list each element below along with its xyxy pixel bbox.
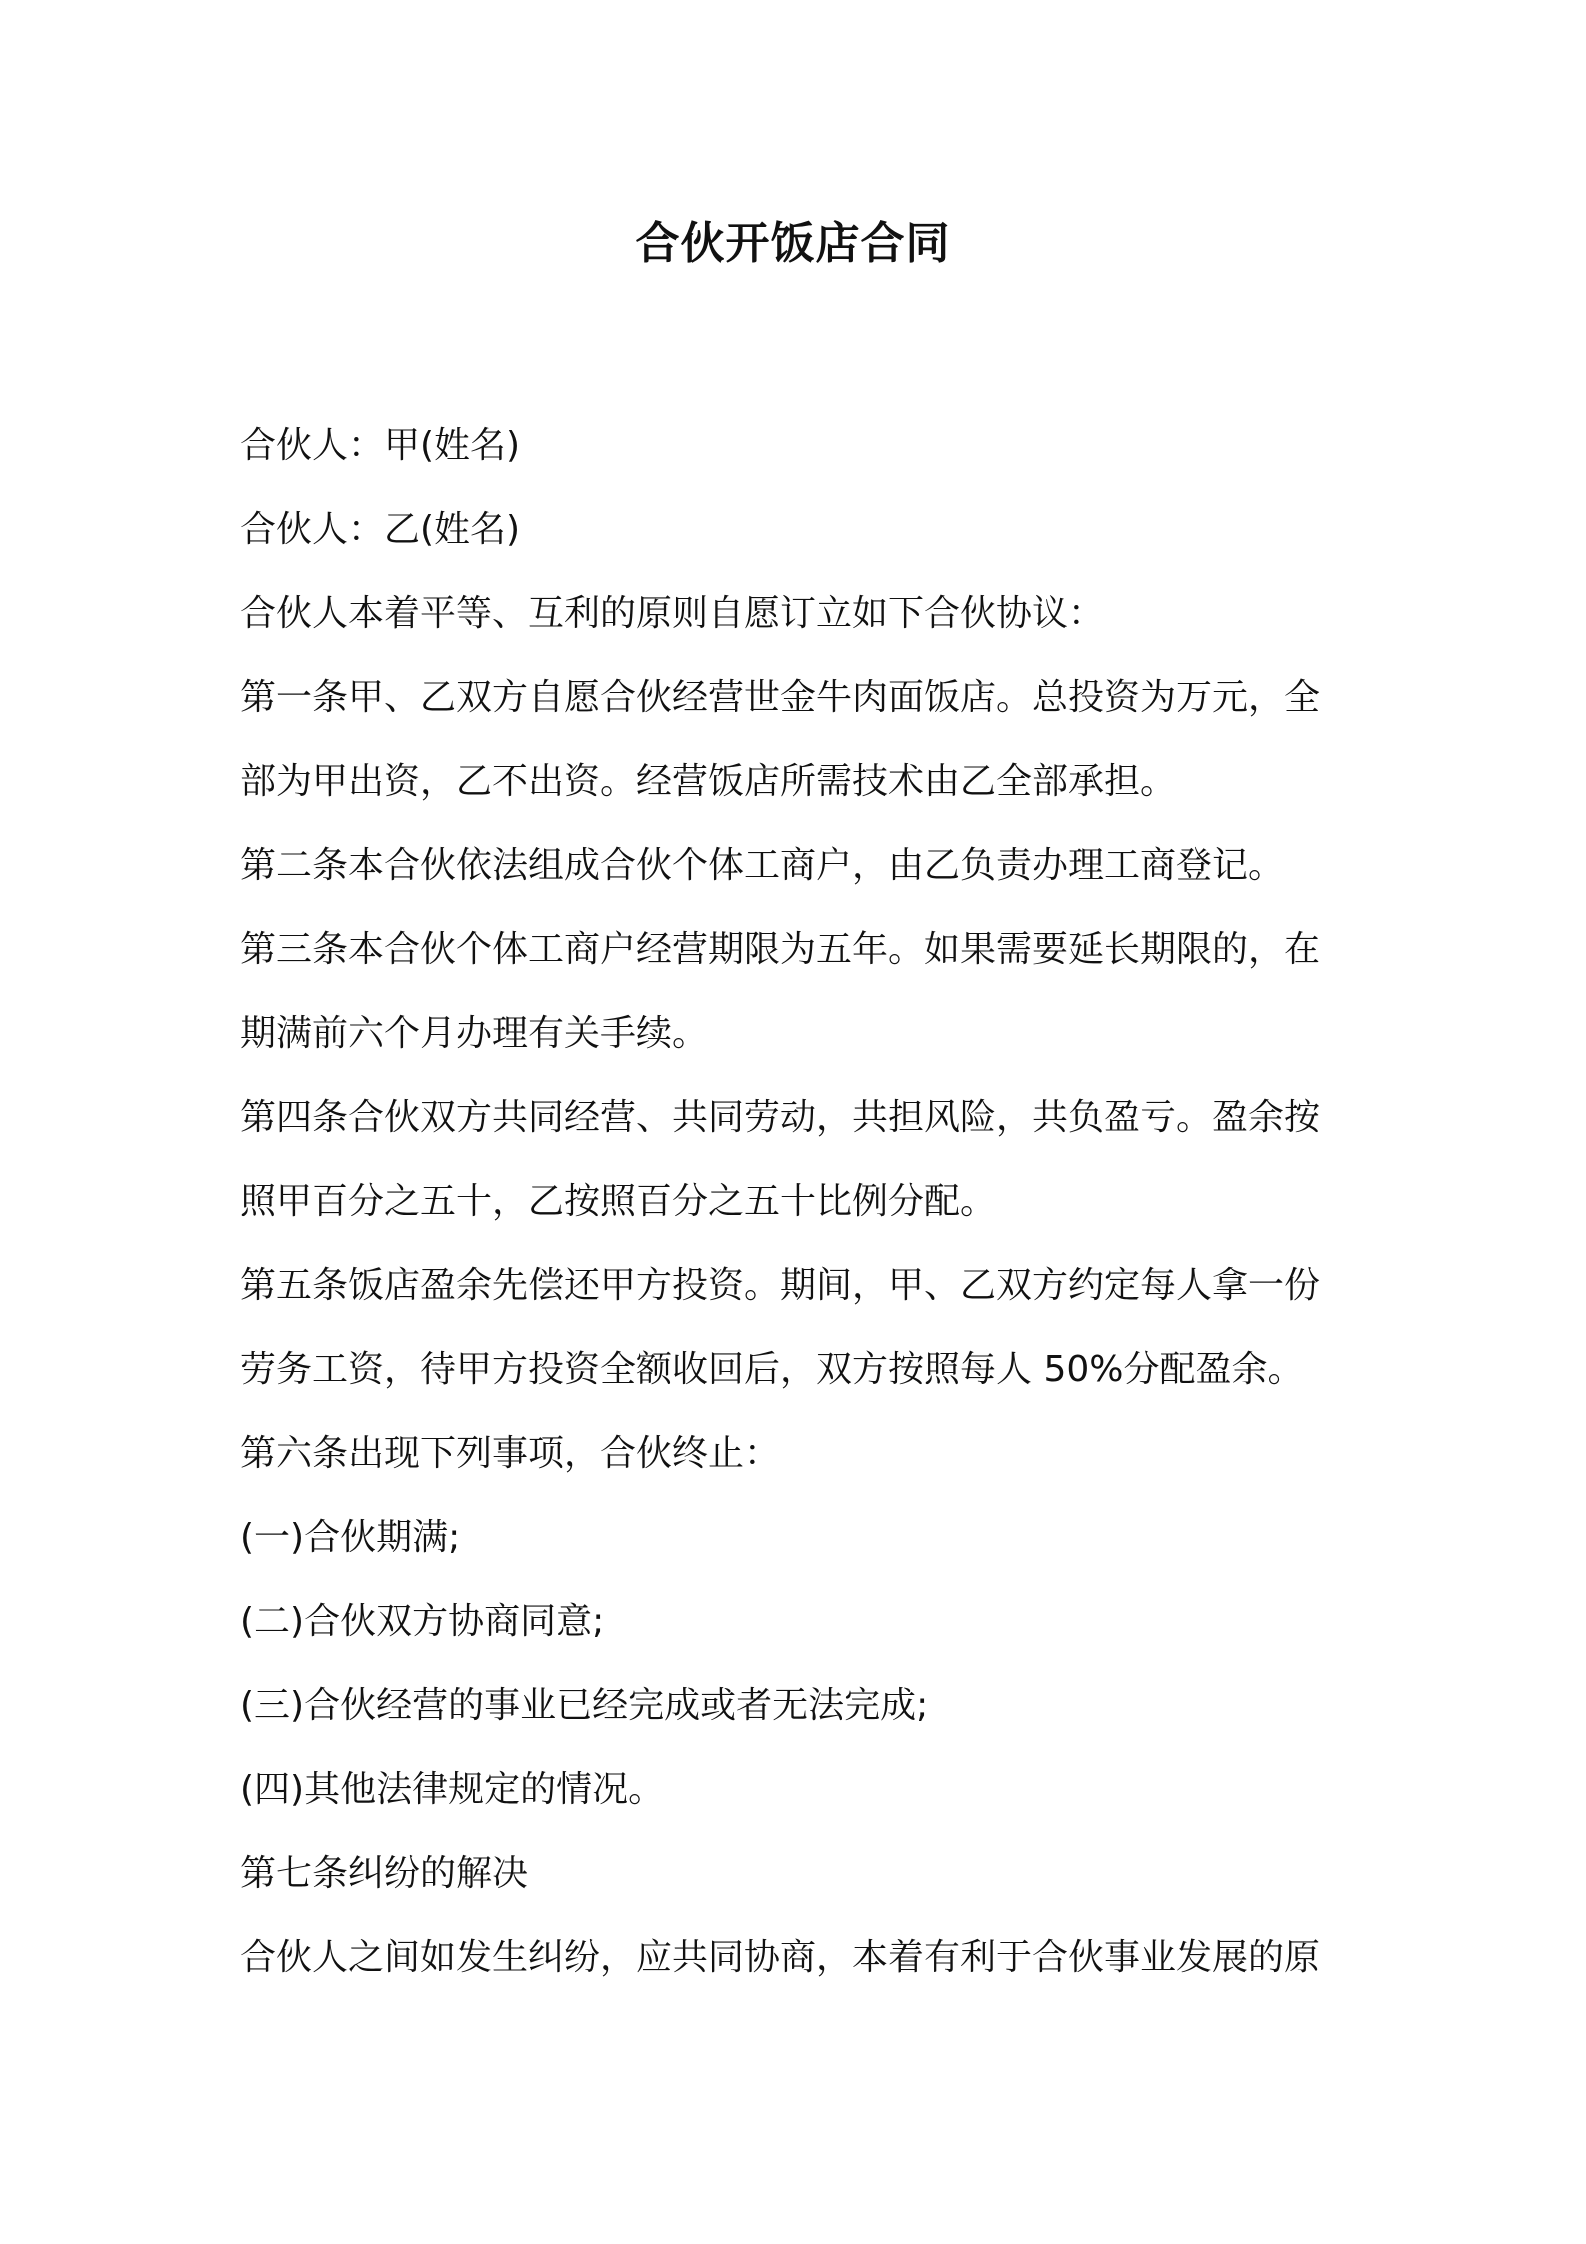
termination-item-3: (三)合伙经营的事业已经完成或者无法完成;	[240, 1685, 929, 1726]
article-2-line: 第二条本合伙依法组成合伙个体工商户，由乙负责办理工商登记。	[240, 845, 1285, 886]
article-3-line-1: 第三条本合伙个体工商户经营期限为五年。如果需要延长期限的，在	[240, 929, 1321, 970]
article-3-line-2: 期满前六个月办理有关手续。	[240, 1013, 709, 1054]
article-1-line-2: 部为甲出资，乙不出资。经营饭店所需技术由乙全部承担。	[240, 761, 1177, 802]
termination-item-2: (二)合伙双方协商同意;	[240, 1601, 605, 1642]
article-7-heading: 第七条纠纷的解决	[240, 1853, 529, 1894]
preamble-line: 合伙人本着平等、互利的原则自愿订立如下合伙协议：	[240, 593, 1105, 634]
article-4-line-2: 照甲百分之五十，乙按照百分之五十比例分配。	[240, 1181, 997, 1222]
termination-item-4: (四)其他法律规定的情况。	[240, 1769, 665, 1810]
article-7-line-1: 合伙人之间如发生纠纷，应共同协商，本着有利于合伙事业发展的原	[240, 1937, 1321, 1978]
article-6-line: 第六条出现下列事项，合伙终止：	[240, 1433, 781, 1474]
document-title: 合伙开饭店合同	[635, 218, 951, 269]
partner-b-line: 合伙人：乙(姓名)	[240, 509, 521, 550]
article-5-line-2: 劳务工资，待甲方投资全额收回后，双方按照每人 50%分配盈余。	[240, 1349, 1304, 1390]
article-5-line-1: 第五条饭店盈余先偿还甲方投资。期间，甲、乙双方约定每人拿一份	[240, 1265, 1321, 1306]
article-1-line-1: 第一条甲、乙双方自愿合伙经营世金牛肉面饭店。总投资为万元，全	[240, 677, 1321, 718]
article-4-line-1: 第四条合伙双方共同经营、共同劳动，共担风险，共负盈亏。盈余按	[240, 1097, 1321, 1138]
partner-a-line: 合伙人：甲(姓名)	[240, 425, 521, 466]
document-body	[240, 404, 1360, 2000]
termination-item-1: (一)合伙期满;	[240, 1517, 461, 1558]
